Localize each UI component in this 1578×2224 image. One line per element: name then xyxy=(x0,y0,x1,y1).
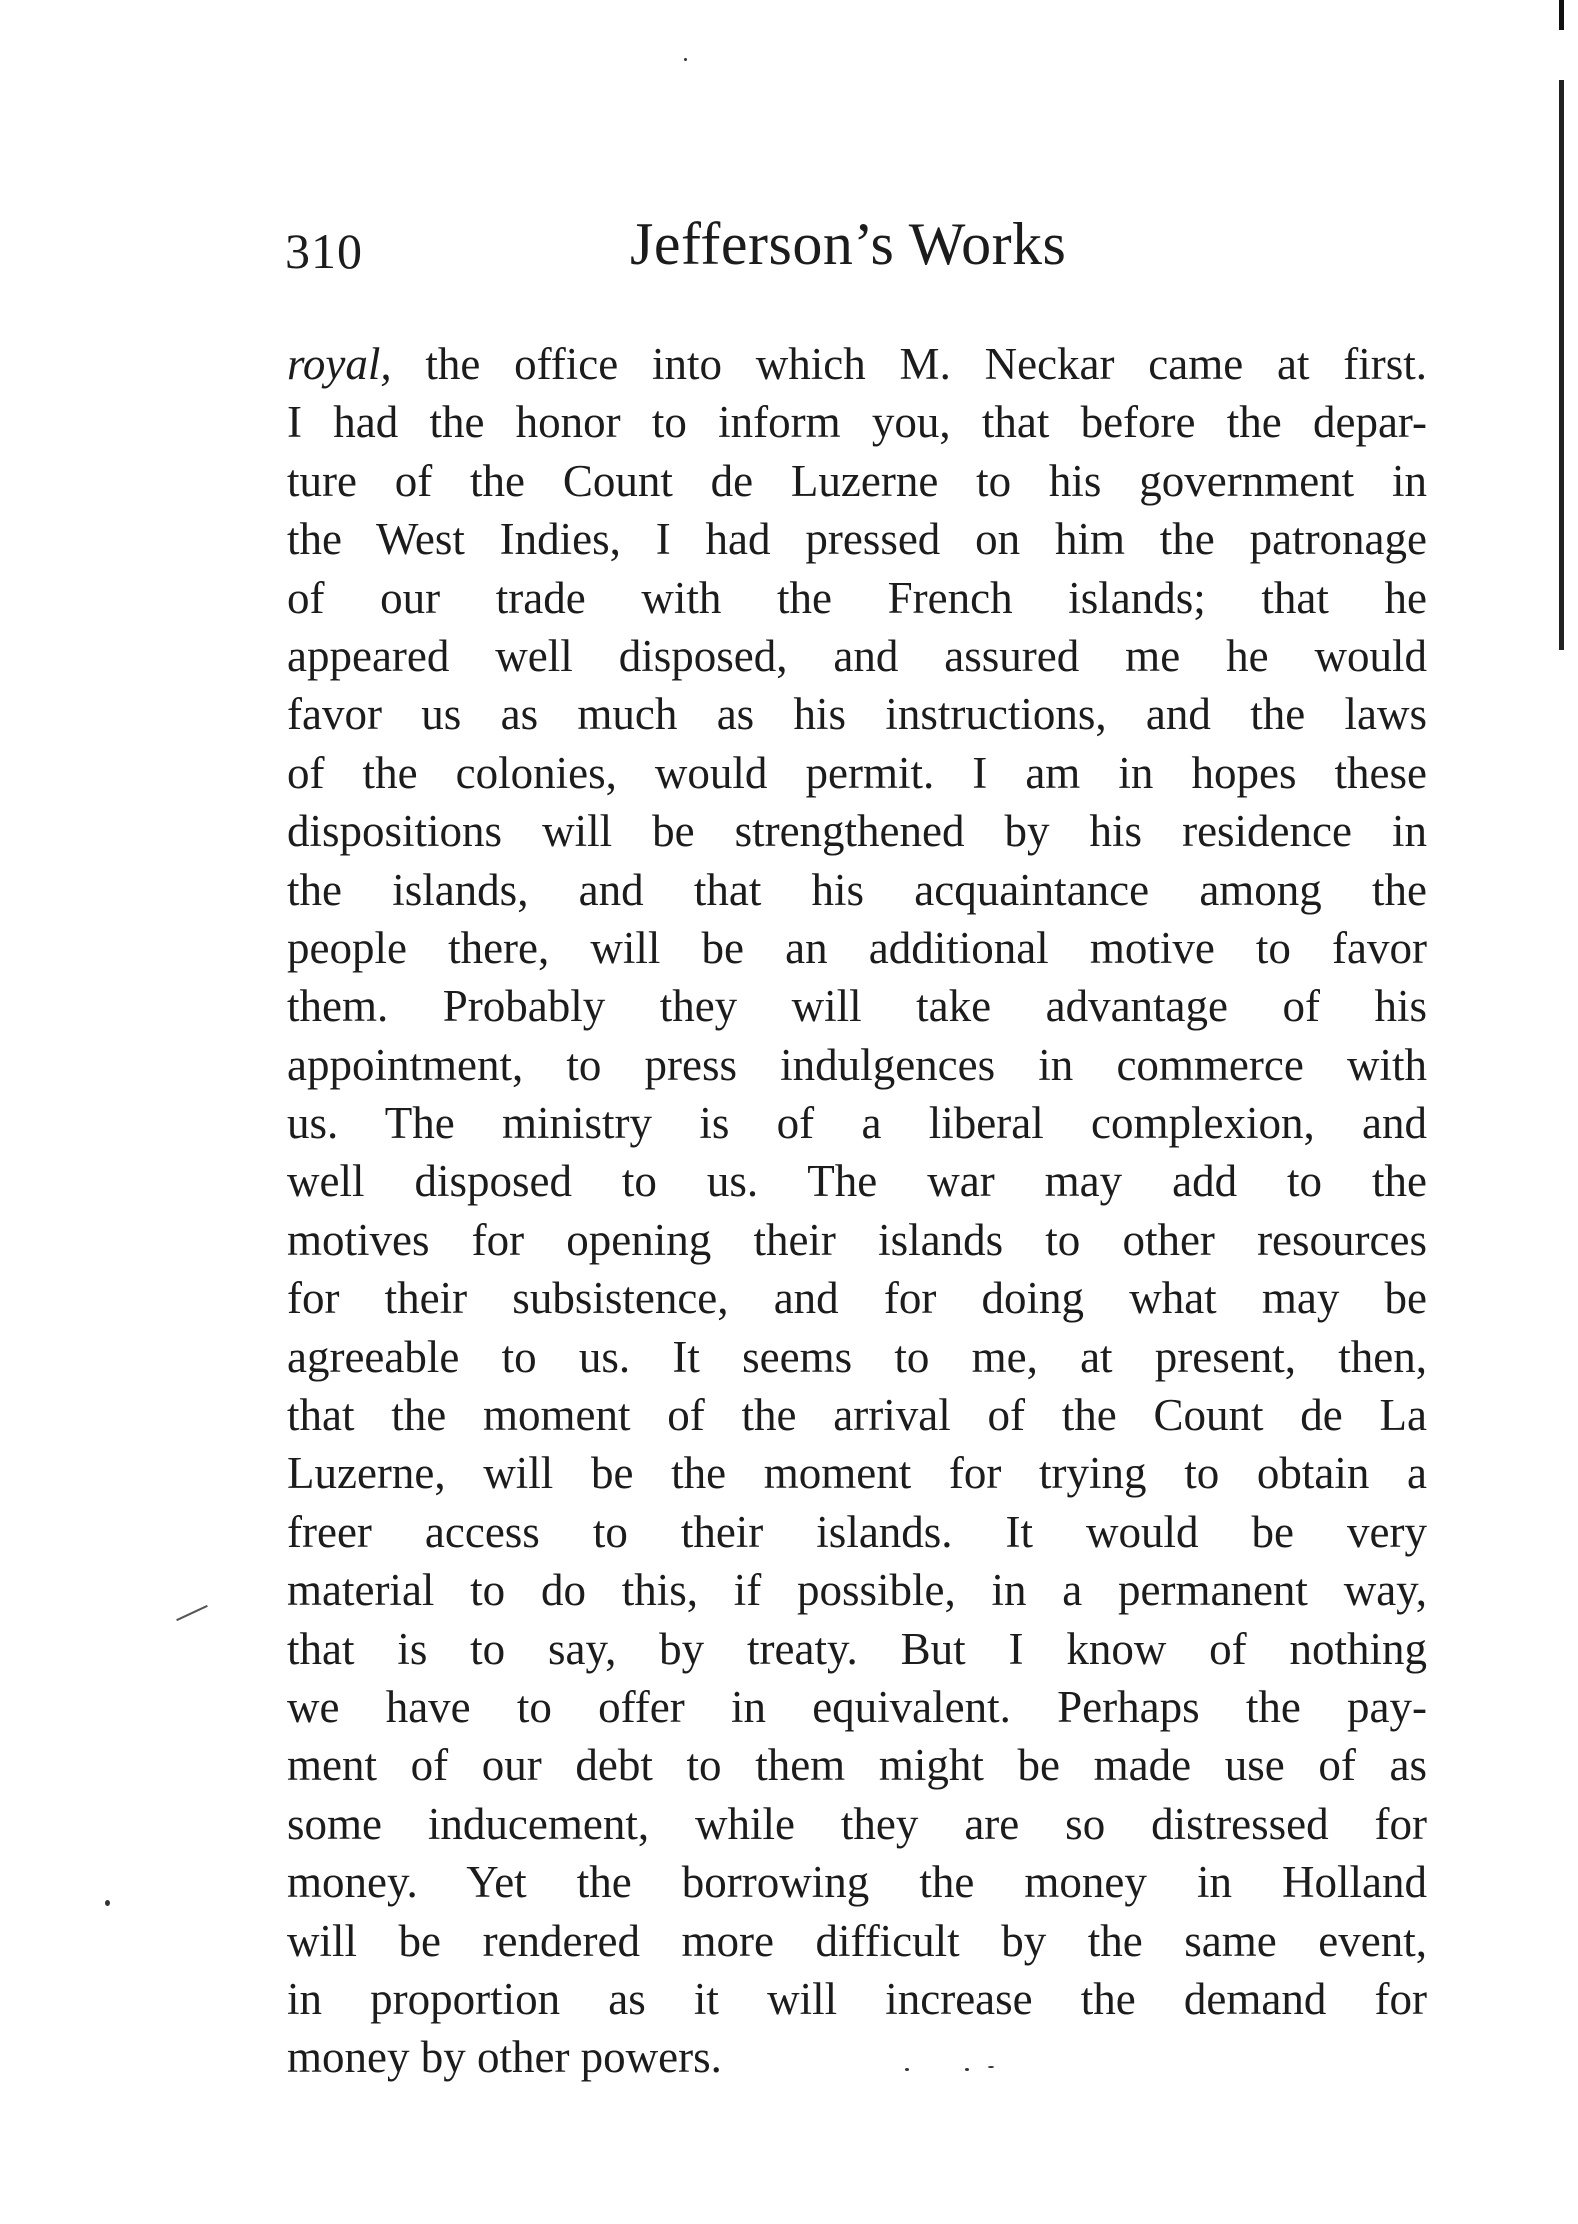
text-line: for their subsistence, and for doing what may be xyxy=(287,1273,1427,1324)
text-line: ture of the Count de Luzerne to his government in xyxy=(287,455,1427,506)
text-line: appointment, to press indulgences in commerce with xyxy=(287,1039,1427,1090)
text-line: people there, will be an additional motive to favor xyxy=(287,922,1427,973)
scan-edge-shadow xyxy=(1559,0,1564,650)
text-line: that the moment of the arrival of the Count de La xyxy=(287,1390,1427,1441)
text-line: well disposed to us. The war may add to the xyxy=(287,1156,1427,1207)
running-title: Jefferson’s Works xyxy=(630,211,1067,277)
text-line: the islands, and that his acquaintance among the xyxy=(287,864,1427,915)
text-line: I had the honor to inform you, that before the depar- xyxy=(287,397,1427,448)
text-line: Luzerne, will be the moment for trying to obtain a xyxy=(287,1448,1427,1499)
text-line: freer access to their islands. It would be very xyxy=(287,1506,1427,1557)
scan-speck xyxy=(105,1900,110,1906)
text-line: favor us as much as his instructions, and the laws xyxy=(287,689,1427,740)
text-line: ment of our debt to them might be made use of as xyxy=(287,1740,1427,1791)
text-line: money. Yet the borrowing the money in Holland xyxy=(287,1857,1427,1908)
text-line: some inducement, while they are so distressed for xyxy=(287,1798,1427,1849)
text-line: money by other powers. xyxy=(287,2032,722,2083)
page-number: 310 xyxy=(285,223,363,279)
text-line: them. Probably they will take advantage of his xyxy=(287,981,1427,1032)
scan-speck xyxy=(684,58,687,61)
text-line: material to do this, if possible, in a permanent way, xyxy=(287,1565,1427,1616)
text-line-rest: the office into which M. Neckar came at first. xyxy=(391,339,1427,389)
text-line: that is to say, by treaty. But I know of nothing xyxy=(287,1623,1427,1674)
text-line: motives for opening their islands to other resources xyxy=(287,1214,1427,1265)
text-line: in proportion as it will increase the demand for xyxy=(287,1973,1427,2024)
text-line: agreeable to us. It seems to me, at present, then, xyxy=(287,1331,1427,1382)
text-line: us. The ministry is of a liberal complexion, and xyxy=(287,1098,1427,1149)
body-text xyxy=(287,335,1427,2087)
text-line: will be rendered more difficult by the same event, xyxy=(287,1915,1427,1966)
text-line: the West Indies, I had pressed on him the patronage xyxy=(287,514,1427,565)
text-line: appeared well disposed, and assured me he would xyxy=(287,630,1427,681)
text-line: of our trade with the French islands; that he xyxy=(287,572,1427,623)
text-line: dispositions will be strengthened by his residence in xyxy=(287,806,1427,857)
text-line: we have to offer in equivalent. Perhaps the pay- xyxy=(287,1681,1427,1732)
text-line xyxy=(287,335,1427,393)
text-line: of the colonies, would permit. I am in hopes these xyxy=(287,747,1427,798)
italic-word: royal, xyxy=(287,339,392,389)
margin-pen-mark xyxy=(176,1605,208,1621)
